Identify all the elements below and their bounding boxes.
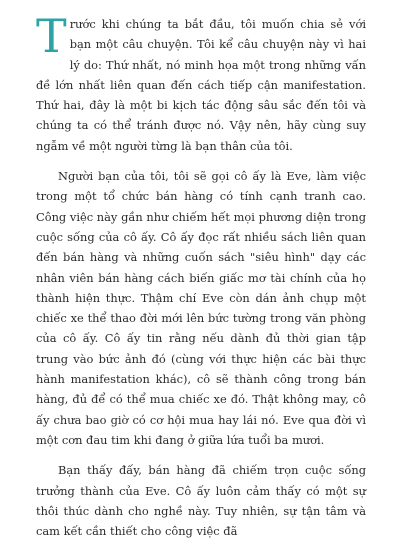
body-text — [36, 9, 366, 551]
paragraph-3: Bạn thấy đấy, bán hàng đã chiếm trọn cuộc sống trưởng thành của Eve. Cô ấy luôn cảm thấy có một sự thôi thúc dành cho nghề này. Tuy nhiên, sự tận tâm và cam kết cần thiết cho công việc đã — [36, 463, 366, 539]
paragraph-2: Người bạn của tôi, tôi sẽ gọi cô ấy là Eve, làm việc trong một tổ chức bán hàng có tính cạnh tranh cao. Công việc này gần như chiếm hết mọi phương diện trong cuộc sống của cô ấy. Cô ấy đọc rất nhiều sách liên quan đến bán hàng và những cuốn sách "siêu hình" dạy các nhân viên bán hàng cách biến giấc mơ tài chính của họ thành hiện thực. Thậm chí Eve còn dán ảnh chụp một chiếc xe thể thao đời mới lên bức tường trong văn phòng của cô ấy. Cô ấy tin rằng nếu dành đủ thời gian tập trung vào bức ảnh đó (cùng với thực hiện các bài thực hành manifestation khác), cô sẽ thành công trong bán hàng, đủ để có thể mua chiếc xe đó. Thật không may, cô ấy chưa bao giờ có cơ hội mua hay lái nó. Eve qua đời vì một cơn đau tim khi đang ở giữa lứa tuổi ba mươi. — [36, 169, 366, 447]
paragraph-1 — [36, 9, 366, 156]
paragraph-1-text: rước khi chúng ta bắt đầu, tôi muốn chia sẻ với bạn một câu chuyện. Tôi kể câu chuyện này vì hai lý do: Thứ nhất, nó minh họa một trong những vấn đề lớn nhất liên quan đến cách tiếp cận manifestation. Thứ hai, đây là một bi kịch tác động sâu sắc đến tôi và chúng ta có thể tránh được nó. Vậy nên, hãy cùng suy ngẫm về một người từng là bạn thân của tôi. — [36, 17, 366, 153]
drop-cap: T — [36, 9, 67, 63]
